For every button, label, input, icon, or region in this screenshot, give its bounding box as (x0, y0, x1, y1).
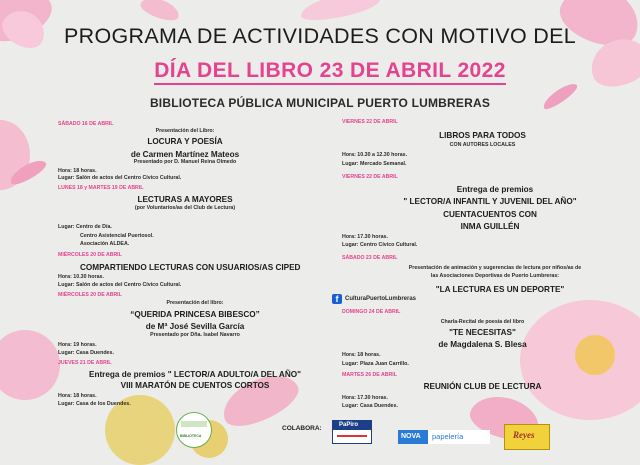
event-date: VIERNES 22 DE ABRIL (342, 174, 398, 180)
biblioteca-logo (176, 412, 212, 448)
subtitle-text: DÍA DEL LIBRO 23 DE ABRIL 2022 (154, 59, 506, 85)
event-lugar-item: Asociación ALDEA. (80, 241, 130, 247)
event-date: DOMINGO 24 DE ABRIL (342, 309, 401, 315)
event-title: LIBROS PARA TODOS (439, 131, 526, 140)
event-date: LUNES 18 y MARTES 19 DE ABRIL (58, 185, 144, 191)
event-date: MIÉRCOLES 20 DE ABRIL (58, 292, 122, 298)
event-author: de Carmen Martínez Mateos (130, 150, 240, 159)
event-lugar: Lugar: Salón de actos del Centro Cívico Cultural. (58, 175, 182, 181)
papiro-logo-text: PaPiro (339, 422, 359, 428)
event-hora: Hora: 19 horas. (58, 342, 97, 348)
event-author: de Magdalena S. Blesa (438, 340, 527, 349)
event-pre: Presentación del libro: (166, 300, 224, 306)
colabora-label: COLABORA: (282, 425, 322, 432)
event-hora: Hora: 10.30 horas. (58, 274, 104, 280)
event-lugar: Lugar: Centro de Día. (58, 224, 112, 230)
papeleria-logo-text: papelería (432, 432, 464, 441)
event-lugar: Lugar: Centro Cívico Cultural. (342, 242, 418, 248)
event-pre: Presentación del Libro: (155, 128, 215, 134)
library-name: BIBLIOTECA PÚBLICA MUNICIPAL PUERTO LUMBRERAS (149, 96, 491, 110)
event-title: INMA GUILLÉN (460, 222, 520, 231)
event-title: LECTURAS A MAYORES (137, 195, 233, 204)
event-title: VIII MARATÓN DE CUENTOS CORTOS (120, 381, 270, 390)
event-hora: Hora: 18 horas. (58, 168, 97, 174)
facebook-handle[interactable]: CulturaPuertoLumbreras (345, 296, 417, 302)
event-title: " LECTOR/A INFANTIL Y JUVENIL DEL AÑO" (403, 197, 577, 206)
nova-logo-text: NOVA (401, 433, 421, 440)
event-author: de Mª José Sevilla García (145, 322, 245, 331)
event-lugar: Lugar: Plaza Juan Carrillo. (342, 361, 409, 367)
event-pre: Charla-Recital de poesía del libro (440, 319, 525, 325)
event-title: Entrega de premios (456, 185, 534, 194)
event-subtitle: CON AUTORES LOCALES (449, 142, 516, 148)
event-title: Entrega de premios " LECTOR/A ADULTO/A DEL AÑO" (88, 370, 302, 379)
event-lugar: Lugar: Salón de actos del Centro Cívico Cultural. (58, 282, 182, 288)
facebook-icon[interactable]: f (332, 294, 342, 304)
page-title: PROGRAMA DE ACTIVIDADES CON MOTIVO DEL (64, 24, 576, 48)
reyes-logo (504, 424, 550, 450)
event-date: MIÉRCOLES 20 DE ABRIL (58, 252, 122, 258)
event-date: MARTES 26 DE ABRIL (342, 372, 397, 378)
reyes-logo-text: Reyes (513, 430, 535, 440)
event-title: "TE NECESITAS" (449, 328, 516, 337)
event-lugar: Lugar: Casa Duendes. (58, 350, 114, 356)
event-title: REUNIÓN CLUB DE LECTURA (423, 382, 542, 391)
biblioteca-logo-text: BIBLIOTECA (180, 434, 202, 438)
event-title: "LA LECTURA ES UN DEPORTE" (435, 285, 565, 294)
event-presenter: Presentado por Dña. Isabel Navarro (150, 332, 240, 338)
event-lugar-item: Centro Asistencial Puertosol. (80, 233, 154, 239)
event-hora: Hora: 17.30 horas. (342, 395, 388, 401)
event-date: VIERNES 22 DE ABRIL (342, 119, 398, 125)
page-subtitle (0, 59, 640, 83)
event-desc: Presentación de animación y sugerencias de lectura por niños/as de (408, 265, 582, 271)
event-title: LOCURA Y POESÍA (147, 137, 223, 146)
event-lugar: Lugar: Casa Duendes. (342, 403, 398, 409)
event-hora: Hora: 18 horas. (58, 393, 97, 399)
event-date: SÁBADO 23 DE ABRIL (342, 255, 398, 261)
event-presenter: Presentado por D. Manuel Reina Olmedo (133, 159, 237, 165)
papiro-logo (332, 420, 372, 444)
event-hora: Hora: 17.30 horas. (342, 234, 388, 240)
event-lugar: Lugar: Casa de los Duendes. (58, 401, 131, 407)
event-title: CUENTACUENTOS CON (443, 210, 537, 219)
event-desc: las Asociaciones Deportivas de Puerto Lumbreras: (430, 273, 560, 279)
event-hora: Hora: 10.30 a 12.30 horas. (342, 152, 408, 158)
event-hora: Hora: 18 horas. (342, 352, 381, 358)
event-date: JUEVES 21 DE ABRIL (58, 360, 112, 366)
nova-papeleria-logo (398, 430, 490, 444)
event-title: “QUERIDA PRINCESA BIBESCO” (130, 310, 260, 319)
event-lugar: Lugar: Mercado Semanal. (342, 161, 407, 167)
event-title: COMPARTIENDO LECTURAS CON USUARIOS/AS CIPED (80, 263, 301, 272)
event-subtitle: (por Voluntarios/as del Club de Lectura) (134, 205, 236, 211)
event-date: SÁBADO 16 DE ABRIL (58, 121, 114, 127)
